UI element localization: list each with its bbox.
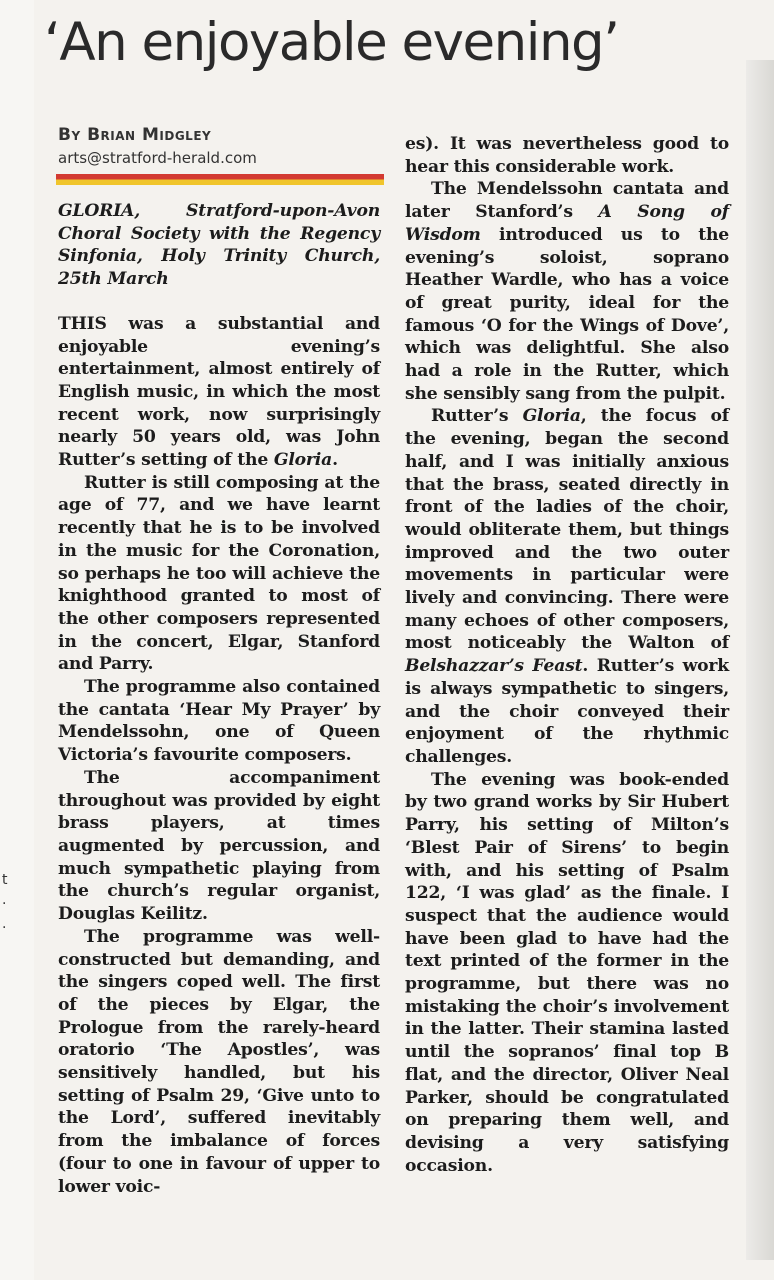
paragraph-9: The evening was book-ended by two grand works by Sir Hubert Parry, his setting of Milton’s ‘Blest Pair of Sirens’ to begin with, and his setting of Psalm 122, ‘I was glad’ as the finale. I suspect that the audience would have been glad to have had the text printed of the former in the programme, but there was no mistaking the choir’s involvement in the latter. Their stamina lasted until the sopranos’ final top B flat, and the director, Oliver Neal Parker, should be congratulated on preparing them well, and devising a very satisfying occasion.: [405, 769, 729, 1176]
paragraph-8-text-c: . Rutter’s work is always sympathetic to singers, and the choir conveyed their enjoyment of the rhythmic challenges.: [405, 656, 729, 767]
paragraph-7: [405, 178, 729, 405]
article-column-left: [58, 200, 380, 1198]
page-margin-left: [0, 0, 34, 1280]
event-details: GLORIA, Stratford-upon-Avon Choral Society with the Regency Sinfonia, Holy Trinity Church, 25th March: [58, 201, 380, 290]
paragraph-7-title: A Song of Wisdom: [405, 202, 729, 245]
headline: ‘An enjoyable evening’: [44, 12, 619, 73]
article-column-right: [405, 133, 729, 1177]
stray-marks: t · ·: [2, 872, 8, 936]
paragraph-1-text: THIS was a substantial and enjoyable evening’s entertainment, almost entirely of English music, in which the most recent work, now surprisingly nearly 50 years old, was John Rutter’s setting of the: [58, 313, 380, 471]
paragraph-6: es). It was nevertheless good to hear this considerable work.: [405, 134, 729, 177]
byline-rule: [56, 174, 384, 185]
paragraph-3: The programme also contained the cantata ‘Hear My Prayer’ by Mendelssohn, one of Queen Victoria’s favourite composers.: [58, 677, 380, 766]
paragraph-7-text-a: The Mendelssohn cantata and later Stanford’s: [405, 179, 729, 223]
byline: By Brian Midgley: [58, 125, 212, 145]
paragraph-1-title: Gloria: [273, 450, 333, 471]
paragraph-8-text-a: Rutter’s: [431, 406, 509, 427]
paragraph-8-text-b: , the focus of the evening, began the second half, and I was initially anxious that the brass, seated directly in front of the ladies of the choir, would obliterate them, but things improved and the two outer movements in particular were lively and convincing. There were many echoes of other composers, most noticeably the Walton of: [405, 406, 729, 654]
paragraph-1-end: .: [332, 450, 338, 471]
paragraph-8: [405, 405, 729, 768]
paragraph-2: Rutter is still composing at the age of 77, and we have learnt recently that he is to be involved in the music for the Coronation, so perhaps he too will achieve the knighthood granted to most of the other composers represented in the concert, Elgar, Stanford and Parry.: [58, 472, 380, 675]
paragraph-1: [58, 313, 380, 472]
paragraph-8-title-1: Gloria: [522, 406, 581, 427]
author-email: arts@stratford-herald.com: [58, 149, 257, 167]
paragraph-7-text-b: introduced us to the evening’s soloist, soprano Heather Wardle, who has a voice of great purity, ideal for the famous ‘O for the Wings of Dove’, which was delightful. She also had a role in the Rutter, which she sensibly sang from the pulpit.: [405, 224, 729, 404]
page-margin-right: [746, 60, 774, 1260]
paragraph-5: The programme was well-constructed but demanding, and the singers coped well. The first of the pieces by Elgar, the Prologue from the rarely-heard oratorio ‘The Apostles’, was sensitively handled, but his setting of Psalm 29, ‘Give unto to the Lord’, suffered inevitably from the imbalance of forces (four to one in favour of upper to lower voic-: [58, 926, 380, 1197]
paragraph-4: The accompaniment throughout was provided by eight brass players, at times augmented by percussion, and much sympathetic playing from the church’s regular organist, Douglas Keilitz.: [58, 767, 380, 925]
paragraph-8-title-2: Belshazzar’s Feast: [405, 656, 583, 677]
